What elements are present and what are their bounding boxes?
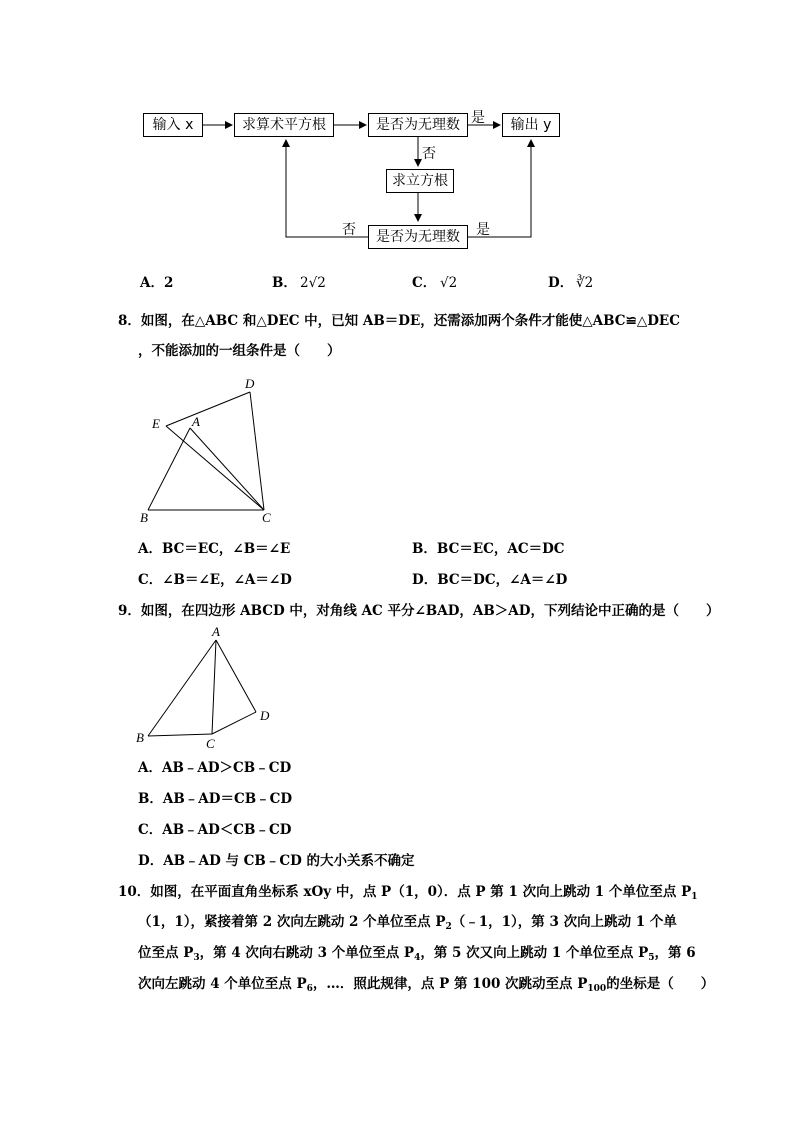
q10-line3-text-c: ，第 5 次又向上跳动 1 个单位至点 P [420,945,649,961]
flow-label-no-2: 否 [342,222,356,238]
flow-label-yes-1: 是 [471,110,485,126]
q9-segment-ab [148,640,216,736]
q10-line1-sub: 1 [691,892,698,902]
q9-option-a: A．AB﹣AD＞CB﹣CD [138,760,292,776]
q10-line1-text: 10．如图，在平面直角坐标系 xOy 中，点 P（1，0）．点 P 第 1 次向上跳动 1 个单位至点 P [118,884,692,900]
q9-stem: 9．如图，在四边形 ABCD 中，对角线 AC 平分∠BAD，AB＞AD，下列结论中正确的是（ ） [118,603,720,619]
q9-option-c: C．AB﹣AD＜CB﹣CD [138,822,292,838]
q8-segment-de [166,392,250,426]
q9-figure [130,620,290,755]
q10-line4-sub1: 6 [306,984,313,994]
q8-label-e: E [152,416,160,431]
q10-line4-text-c: 的坐标是（ ） [606,976,715,992]
q10-line2-sub: 2 [445,922,452,932]
flow-irrational-box-2: 是否为无理数 [368,225,468,249]
q8-label-b: B [140,510,148,525]
q10-line2 [138,912,677,937]
q7-option-c-label: C． [412,275,437,291]
q10-line4 [138,974,714,999]
flow-label-yes-2: 是 [476,222,490,238]
q7-option-d-value: ∛2 [576,275,594,291]
q8-label-d: D [245,376,255,391]
q7-option-b-value: 2√2 [300,275,326,291]
flow-irrational-box-1: 是否为无理数 [368,113,468,137]
q8-figure [130,370,300,530]
q10-line3-sub3: 5 [648,953,655,963]
flow-sqrt-box: 求算术平方根 [234,113,334,137]
q9-label-b: B [136,730,144,745]
q10-line3-text-b: ，第 4 次向右跳动 3 个单位至点 P [199,945,415,961]
flow-label-no-1: 否 [422,146,436,162]
q8-label-a: A [192,414,200,429]
q9-option-b: B．AB﹣AD＝CB﹣CD [138,791,293,807]
q10-line3-text-d: ，第 6 [654,945,696,961]
q9-segment-ad [216,640,256,712]
q7-option-a: A．2 [140,275,174,291]
q9-label-c: C [206,736,215,751]
q10-line2-text-b: （﹣1，1），第 3 次向上跳动 1 个单 [451,914,677,930]
q10-line3-sub2: 4 [414,953,421,963]
q8-segment-ec [166,426,264,510]
q8-label-c: C [262,510,271,525]
q8-segment-dc [250,392,264,510]
q10-line3 [138,943,696,968]
q9-label-d: D [260,708,270,723]
flow-cube-root-box: 求立方根 [386,169,454,193]
q8-option-b: B．BC＝EC，AC＝DC [412,541,565,557]
q8-option-c: C．∠B＝∠E，∠A＝∠D [138,572,292,588]
q8-segment-ab [148,428,190,510]
q10-line1 [118,882,697,907]
q8-stem-line1: 8．如图，在△ABC 和△DEC 中，已知 AB＝DE，还需添加两个条件才能使△ABC≌△DEC [118,313,680,329]
q7-option-c-value: √2 [440,275,458,291]
q10-line3-text-a: 位至点 P [138,945,194,961]
q8-segment-ac [190,428,264,510]
q9-option-d: D．AB﹣AD 与 CB﹣CD 的大小关系不确定 [138,853,415,869]
q10-line3-sub1: 3 [193,953,200,963]
q10-line2-text-a: （1，1），紧接着第 2 次向左跳动 2 个单位至点 P [138,914,446,930]
q7-option-d-label: D． [548,275,574,291]
q9-segment-ac [212,640,216,734]
q7-option-b-label: B． [272,275,297,291]
flow-output-box: 输出 y [502,113,560,137]
q9-segment-bc [148,734,212,736]
q10-line4-sub2: 100 [587,984,607,994]
q9-segment-cd [212,712,256,734]
q8-option-d: D．BC＝DC，∠A＝∠D [412,572,568,588]
q8-stem-line2: ，不能添加的一组条件是（ ） [138,343,341,359]
q8-option-a: A．BC＝EC，∠B＝∠E [138,541,291,557]
q10-line4-text-b: ，…．照此规律，点 P 第 100 次跳动至点 P [312,976,588,992]
flow-input-box: 输入 x [143,113,203,137]
q10-line4-text-a: 次向左跳动 4 个单位至点 P [138,976,307,992]
q9-label-a: A [212,624,220,639]
